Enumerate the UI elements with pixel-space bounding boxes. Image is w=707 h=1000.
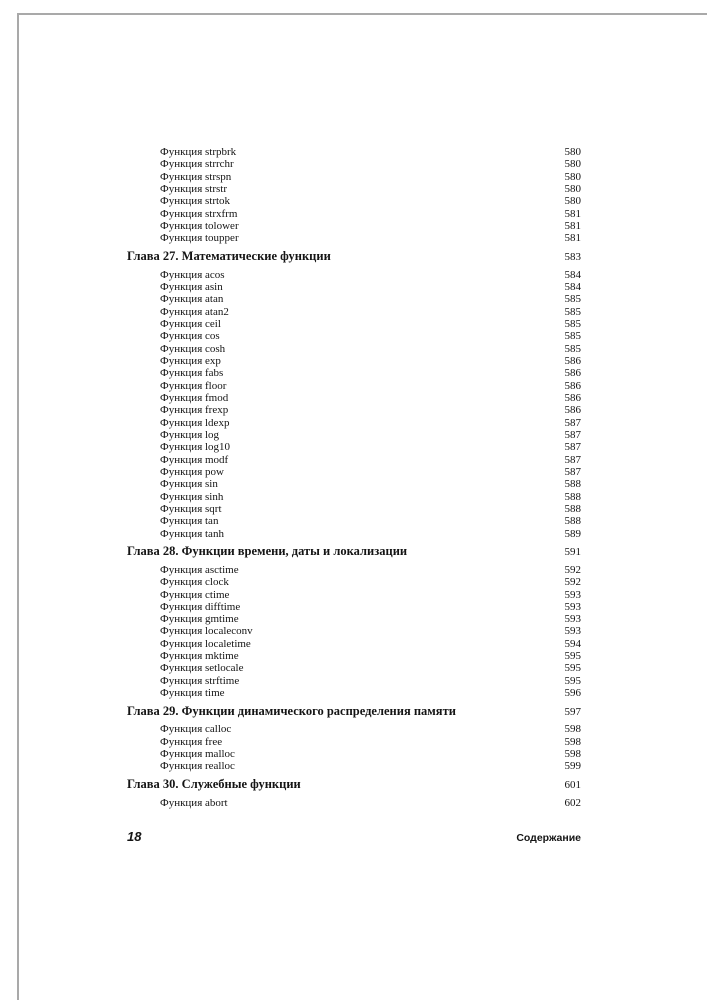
toc-entry-page: 595 bbox=[564, 650, 581, 663]
toc-function-row bbox=[127, 613, 581, 625]
toc-entry-page: 598 bbox=[564, 735, 581, 748]
toc-function-row bbox=[127, 429, 581, 441]
toc-entry-label: Функция tolower bbox=[160, 219, 239, 232]
toc-entry-page: 588 bbox=[564, 490, 581, 503]
toc-function-row bbox=[127, 171, 581, 183]
toc-entry-page: 580 bbox=[564, 182, 581, 195]
toc-entry-label: Функция abort bbox=[160, 796, 228, 809]
toc-entry-page: 585 bbox=[564, 305, 581, 318]
toc-function-row bbox=[127, 503, 581, 515]
toc-chapter-row bbox=[127, 705, 581, 719]
toc-function-row bbox=[127, 491, 581, 503]
toc-entry-label: Функция toupper bbox=[160, 232, 239, 245]
toc-function-row bbox=[127, 392, 581, 404]
toc-entry-page: 592 bbox=[564, 563, 581, 576]
toc-entry-label: Функция asin bbox=[160, 280, 223, 293]
toc-entry-page: 593 bbox=[564, 613, 581, 626]
toc-entry-label: Функция log10 bbox=[160, 441, 231, 454]
toc-entry-page: 583 bbox=[564, 251, 581, 264]
toc-entry-page: 584 bbox=[564, 268, 581, 281]
toc-function-row bbox=[127, 404, 581, 416]
toc-entry-label: Функция asctime bbox=[160, 563, 239, 576]
toc-function-row bbox=[127, 564, 581, 576]
toc-entry-page: 587 bbox=[564, 453, 581, 466]
toc-entry-label: Функция ctime bbox=[160, 588, 230, 601]
toc-entry-label: Функция calloc bbox=[160, 723, 232, 736]
toc-function-row bbox=[127, 306, 581, 318]
toc-entry-label: Функция cosh bbox=[160, 342, 226, 355]
toc-chapter-row bbox=[127, 545, 581, 559]
toc-function-row bbox=[127, 675, 581, 687]
toc-entry-label: Функция modf bbox=[160, 453, 229, 466]
toc-function-row bbox=[127, 441, 581, 453]
toc-entry-label: Функция floor bbox=[160, 379, 227, 392]
toc-function-row bbox=[127, 723, 581, 735]
toc-function-row bbox=[127, 589, 581, 601]
toc-function-row bbox=[127, 601, 581, 613]
toc-entry-label: Функция mktime bbox=[160, 650, 239, 663]
toc-entry-label: Функция atan bbox=[160, 293, 224, 306]
toc-entry-page: 587 bbox=[564, 441, 581, 454]
toc-entry-label: Функция frexp bbox=[160, 404, 229, 417]
toc-function-row bbox=[127, 195, 581, 207]
toc-entry-label: Функция ceil bbox=[160, 317, 221, 330]
toc-entry-page: 592 bbox=[564, 576, 581, 589]
toc-entry-page: 593 bbox=[564, 625, 581, 638]
toc-function-row bbox=[127, 220, 581, 232]
toc-entry-page: 588 bbox=[564, 478, 581, 491]
toc-entry-page: 586 bbox=[564, 367, 581, 380]
toc-function-row bbox=[127, 466, 581, 478]
toc-entry-label: Функция sin bbox=[160, 478, 218, 491]
toc-entry-label: Функция strstr bbox=[160, 182, 228, 195]
toc-function-row bbox=[127, 528, 581, 540]
toc-entry-page: 587 bbox=[564, 428, 581, 441]
toc-entry-label: Функция clock bbox=[160, 576, 229, 589]
toc-function-row bbox=[127, 576, 581, 588]
page-number: 18 bbox=[127, 829, 142, 844]
toc-entry-label: Функция atan2 bbox=[160, 305, 229, 318]
toc-entry-page: 580 bbox=[564, 146, 581, 158]
toc-entry-label: Функция exp bbox=[160, 354, 221, 367]
toc-entry-label: Функция tan bbox=[160, 515, 219, 528]
toc-function-row bbox=[127, 625, 581, 637]
toc-entry-label: Функция malloc bbox=[160, 748, 235, 761]
toc-entry-page: 585 bbox=[564, 317, 581, 330]
running-title: Содержание bbox=[516, 832, 581, 844]
toc-chapter-row bbox=[127, 778, 581, 792]
toc-entry-page: 595 bbox=[564, 674, 581, 687]
toc-entry-page: 598 bbox=[564, 723, 581, 736]
toc-entry-label: Глава 28. Функции времени, даты и локализации bbox=[127, 544, 408, 559]
toc-function-row bbox=[127, 355, 581, 367]
toc-function-row bbox=[127, 478, 581, 490]
toc-entry-page: 588 bbox=[564, 502, 581, 515]
toc-entry-label: Глава 29. Функции динамического распределения памяти bbox=[127, 703, 456, 718]
toc-function-row bbox=[127, 269, 581, 281]
toc-function-row bbox=[127, 318, 581, 330]
toc-list bbox=[127, 146, 581, 809]
toc-function-row bbox=[127, 330, 581, 342]
toc-function-row bbox=[127, 748, 581, 760]
toc-function-row bbox=[127, 208, 581, 220]
toc-function-row bbox=[127, 515, 581, 527]
toc-entry-page: 581 bbox=[564, 232, 581, 245]
toc-entry-label: Функция strspn bbox=[160, 170, 232, 183]
toc-entry-label: Функция difftime bbox=[160, 600, 241, 613]
toc-entry-page: 589 bbox=[564, 527, 581, 540]
toc-function-row bbox=[127, 650, 581, 662]
toc-entry-label: Функция fmod bbox=[160, 391, 229, 404]
toc-entry-label: Функция log bbox=[160, 428, 220, 441]
toc-entry-page: 581 bbox=[564, 219, 581, 232]
toc-entry-page: 585 bbox=[564, 293, 581, 306]
page-footer bbox=[127, 829, 581, 844]
toc-entry-label: Функция sinh bbox=[160, 490, 224, 503]
toc-entry-label: Функция fabs bbox=[160, 367, 224, 380]
toc-entry-label: Функция free bbox=[160, 735, 223, 748]
toc-entry-page: 588 bbox=[564, 515, 581, 528]
toc-function-row bbox=[127, 760, 581, 772]
toc-function-row bbox=[127, 343, 581, 355]
toc-entry-page: 593 bbox=[564, 600, 581, 613]
toc-function-row bbox=[127, 232, 581, 244]
toc-entry-page: 586 bbox=[564, 391, 581, 404]
toc-entry-page: 593 bbox=[564, 588, 581, 601]
toc-entry-label: Глава 30. Служебные функции bbox=[127, 777, 301, 792]
toc-entry-page: 595 bbox=[564, 662, 581, 675]
toc-function-row bbox=[127, 687, 581, 699]
toc-function-row bbox=[127, 281, 581, 293]
toc-function-row bbox=[127, 797, 581, 809]
toc-entry-label: Функция gmtime bbox=[160, 613, 239, 626]
toc-function-row bbox=[127, 662, 581, 674]
toc-entry-page: 587 bbox=[564, 465, 581, 478]
toc-entry-label: Функция time bbox=[160, 687, 225, 700]
toc-function-row bbox=[127, 158, 581, 170]
toc-entry-page: 602 bbox=[564, 796, 581, 809]
toc-entry-page: 580 bbox=[564, 158, 581, 171]
toc-function-row bbox=[127, 367, 581, 379]
toc-function-row bbox=[127, 454, 581, 466]
toc-entry-page: 581 bbox=[564, 207, 581, 220]
toc-function-row bbox=[127, 638, 581, 650]
toc-entry-label: Функция strpbrk bbox=[160, 146, 237, 158]
toc-function-row bbox=[127, 417, 581, 429]
toc-function-row bbox=[127, 380, 581, 392]
toc-entry-page: 601 bbox=[564, 779, 581, 792]
toc-function-row bbox=[127, 146, 581, 158]
toc-entry-label: Функция strtok bbox=[160, 195, 231, 208]
toc-entry-page: 587 bbox=[564, 416, 581, 429]
toc-entry-page: 586 bbox=[564, 379, 581, 392]
toc-entry-label: Функция setlocale bbox=[160, 662, 244, 675]
toc-entry-page: 594 bbox=[564, 637, 581, 650]
toc-entry-page: 585 bbox=[564, 330, 581, 343]
toc-entry-label: Функция localeconv bbox=[160, 625, 253, 638]
toc-entry-page: 599 bbox=[564, 760, 581, 773]
toc-entry-label: Функция strxfrm bbox=[160, 207, 238, 220]
toc-entry-page: 585 bbox=[564, 342, 581, 355]
toc-entry-page: 596 bbox=[564, 687, 581, 700]
toc-entry-page: 580 bbox=[564, 195, 581, 208]
toc-entry-page: 598 bbox=[564, 748, 581, 761]
toc-entry-label: Функция acos bbox=[160, 268, 225, 281]
toc-entry-label: Функция strrchr bbox=[160, 158, 234, 171]
toc-entry-page: 580 bbox=[564, 170, 581, 183]
toc-entry-label: Функция cos bbox=[160, 330, 220, 343]
toc-entry-label: Функция realloc bbox=[160, 760, 235, 773]
toc-entry-label: Функция pow bbox=[160, 465, 224, 478]
toc-entry-label: Функция tanh bbox=[160, 527, 224, 540]
toc-entry-label: Глава 27. Математические функции bbox=[127, 249, 331, 264]
toc-entry-page: 597 bbox=[564, 705, 581, 718]
toc-function-row bbox=[127, 736, 581, 748]
toc-entry-page: 584 bbox=[564, 280, 581, 293]
toc-entry-label: Функция localetime bbox=[160, 637, 251, 650]
toc-entry-page: 591 bbox=[564, 546, 581, 559]
toc-function-row bbox=[127, 183, 581, 195]
toc-entry-page: 586 bbox=[564, 354, 581, 367]
toc-entry-label: Функция ldexp bbox=[160, 416, 230, 429]
toc-function-row bbox=[127, 293, 581, 305]
toc-entry-label: Функция strftime bbox=[160, 674, 240, 687]
toc-entry-page: 586 bbox=[564, 404, 581, 417]
toc-entry-label: Функция sqrt bbox=[160, 502, 222, 515]
toc-chapter-row bbox=[127, 250, 581, 264]
